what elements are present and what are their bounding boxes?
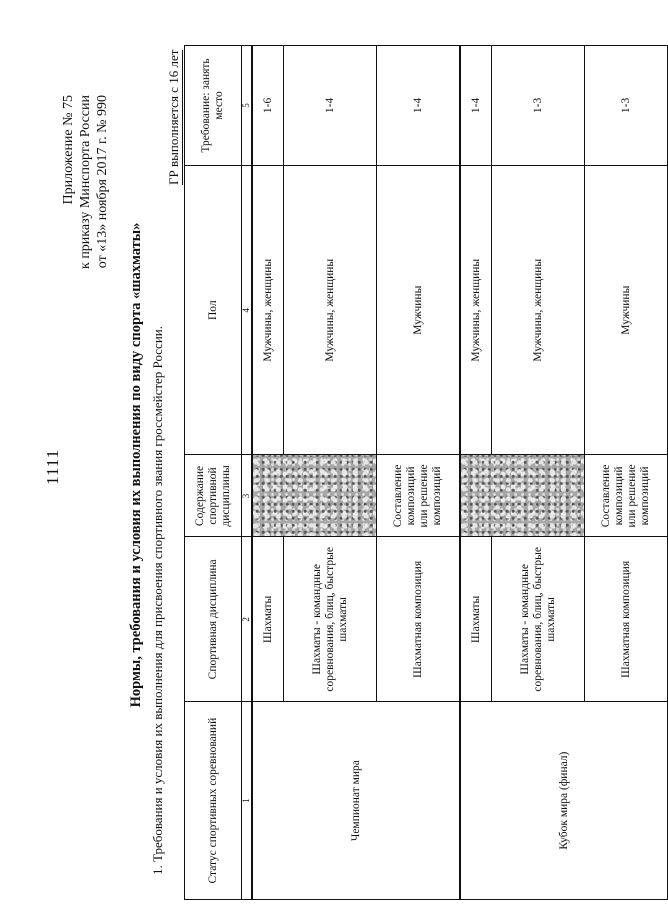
discipline-cell: Шахматы - командные соревнования, блиц, быстрые шахматы: [284, 537, 377, 702]
discipline-cell: Шахматы: [252, 537, 284, 702]
shaded-cell: [460, 455, 585, 537]
gender-cell: Мужчины, женщины: [284, 165, 377, 455]
place-cell: 1-4: [284, 46, 377, 166]
status-cell: Кубок мира (финал): [460, 702, 668, 900]
place-cell: 1-4: [377, 46, 461, 166]
gender-cell: Мужчины, женщины: [252, 165, 284, 455]
page-number: 1111: [43, 448, 62, 485]
table-row: [252, 46, 284, 900]
gender-cell: Мужчины, женщины: [492, 165, 585, 455]
place-cell: 1-6: [252, 46, 284, 166]
appendix-header: [60, 95, 111, 269]
requirements-table: [184, 45, 668, 900]
shaded-cell: [252, 455, 377, 537]
column-number: 1: [242, 702, 253, 900]
gender-cell: Мужчины: [377, 165, 461, 455]
place-cell: 1-3: [492, 46, 585, 166]
column-number-row: [242, 46, 253, 900]
header-requirement: Требование: занять место: [185, 46, 242, 166]
discipline-cell: Шахматная композиция: [585, 537, 668, 702]
status-cell: Чемпионат мира: [252, 702, 460, 900]
column-number: 5: [242, 46, 253, 166]
discipline-cell: Шахматы - командные соревнования, блиц, быстрые шахматы: [492, 537, 585, 702]
header-content: Содержание спортивной дисциплины: [185, 455, 242, 537]
place-cell: 1-3: [585, 46, 668, 166]
gender-cell: Мужчины: [585, 165, 668, 455]
discipline-cell: Шахматная композиция: [377, 537, 461, 702]
content-cell: Составление композиций или решение композиций: [585, 455, 668, 537]
place-cell: 1-4: [460, 46, 492, 166]
gender-cell: Мужчины, женщины: [460, 165, 492, 455]
table-header-row: [185, 46, 242, 900]
content-cell: Составление композиций или решение композиций: [377, 455, 461, 537]
section-heading: 1. Требования и условия их выполнения для присвоения спортивного звания гроссмейстер России.: [150, 326, 165, 875]
column-number: 3: [242, 455, 253, 537]
appendix-line-1: Приложение № 75: [61, 95, 76, 205]
header-gender: Пол: [185, 165, 242, 455]
column-number: 4: [242, 165, 253, 455]
column-number: 2: [242, 537, 253, 702]
age-note: ГР выполняется с 16 лет: [166, 49, 181, 185]
header-status: Статус спортивных соревнований: [185, 702, 242, 900]
appendix-line-3: от «13» ноября 2017 г. № 990: [95, 95, 110, 269]
document-title: Нормы, требования и условия их выполнения по виду спорта «шахматы»: [128, 222, 144, 708]
table-row: [460, 46, 492, 900]
appendix-line-2: к приказу Минспорта России: [78, 95, 93, 269]
header-discipline: Спортивная дисциплина: [185, 537, 242, 702]
discipline-cell: Шахматы: [460, 537, 492, 702]
